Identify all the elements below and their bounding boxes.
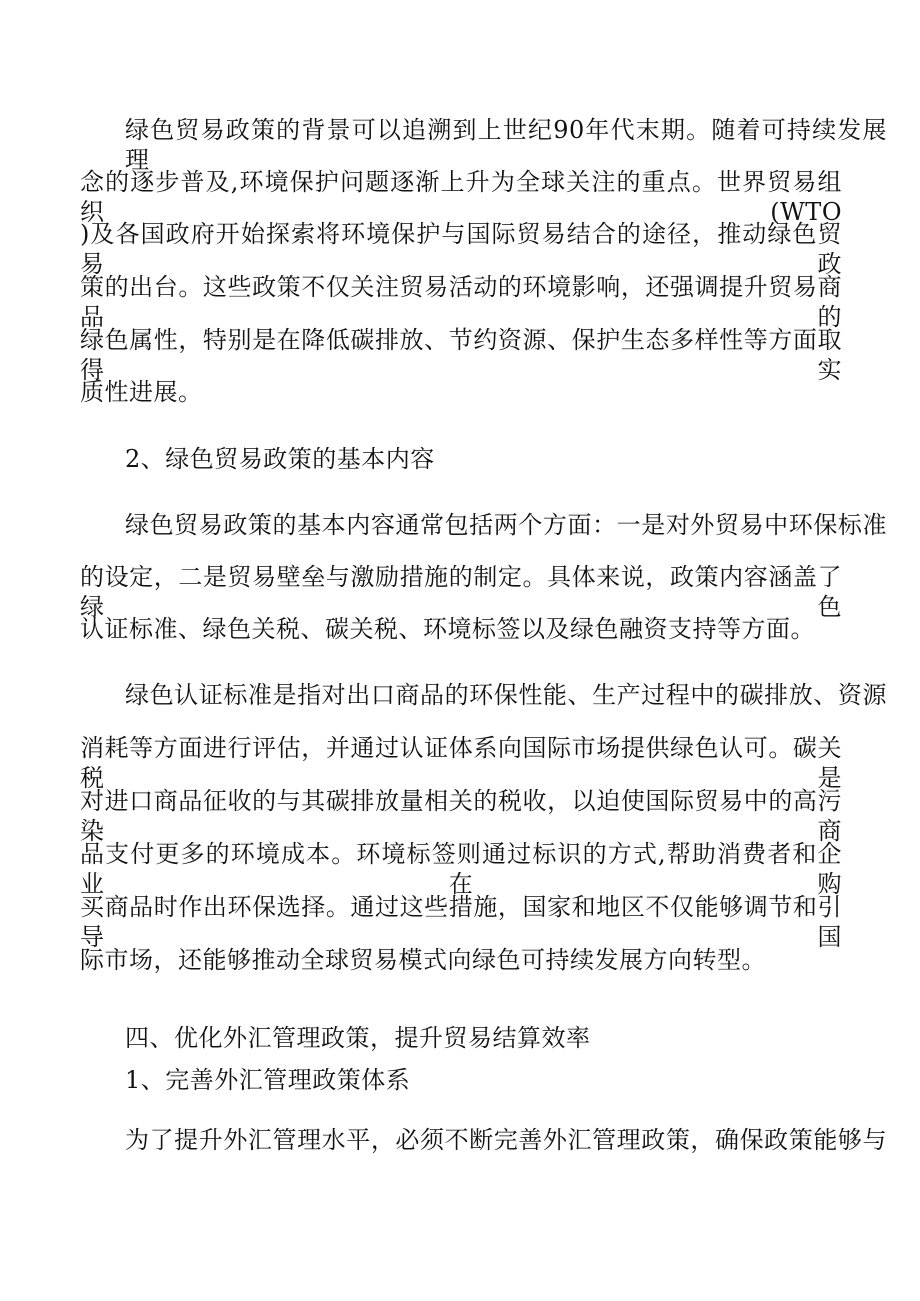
paragraph-4-line-1: 为了提升外汇管理水平，必须不断完善外汇管理政策，确保政策能够与: [125, 1126, 887, 1154]
paragraph-3-line-5: 买商品时作出环保选择。通过这些措施，国家和地区不仅能够调节和引导国: [80, 893, 842, 951]
paragraph-1-line-6: 质性进展。: [80, 378, 203, 406]
paragraph-3-line-3: 对进口商品征收的与其碳排放量相关的税收，以迫使国际贸易中的高污染商: [80, 787, 842, 845]
paragraph-3-line-6: 际市场，还能够推动全球贸易模式向绿色可持续发展方向转型。: [80, 946, 766, 974]
paragraph-1-line-3: )及各国政府开始探索将环境保护与国际贸易结合的途径，推动绿色贸易政: [80, 220, 842, 278]
section-heading-2: 2、绿色贸易政策的基本内容: [125, 445, 435, 473]
paragraph-1-line-5: 绿色属性，特别是在降低碳排放、节约资源、保护生态多样性等方面取得实: [80, 326, 842, 384]
paragraph-2-line-3: 认证标准、绿色关税、碳关税、环境标签以及绿色融资支持等方面。: [80, 615, 815, 643]
paragraph-1-line-1: 绿色贸易政策的背景可以追溯到上世纪90年代末期。随着可持续发展理: [125, 116, 887, 174]
paragraph-3-line-1: 绿色认证标准是指对出口商品的环保性能、生产过程中的碳排放、资源: [125, 681, 887, 709]
paragraph-3-line-4: 品支付更多的环境成本。环境标签则通过标识的方式,帮助消费者和企业在购: [80, 840, 842, 898]
paragraph-2-line-1: 绿色贸易政策的基本内容通常包括两个方面：一是对外贸易中环保标准: [125, 511, 887, 539]
section-heading-4: 四、优化外汇管理政策，提升贸易结算效率: [125, 1024, 591, 1052]
subheading-1: 1、完善外汇管理政策体系: [125, 1066, 411, 1094]
paragraph-3-line-2: 消耗等方面进行评估，并通过认证体系向国际市场提供绿色认可。碳关税是: [80, 734, 842, 792]
paragraph-1-line-4: 策的出台。这些政策不仅关注贸易活动的环境影响，还强调提升贸易商品的: [80, 273, 842, 331]
paragraph-1-line-2: 念的逐步普及,环境保护问题逐渐上升为全球关注的重点。世界贸易组织(WTO: [80, 168, 842, 226]
paragraph-2-line-2: 的设定，二是贸易壁垒与激励措施的制定。具体来说，政策内容涵盖了绿色: [80, 563, 842, 621]
